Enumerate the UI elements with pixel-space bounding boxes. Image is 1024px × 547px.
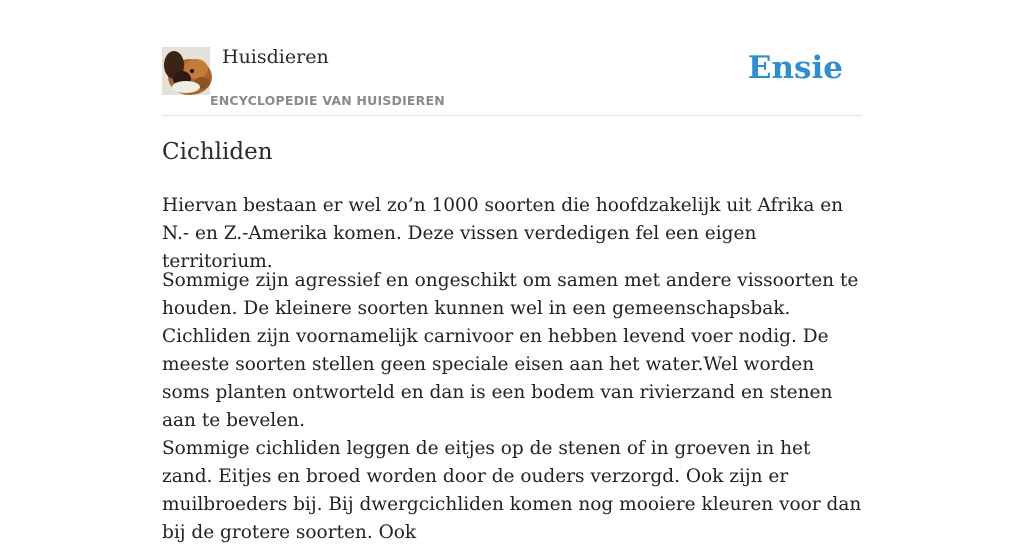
dog-photo-icon	[162, 47, 210, 95]
brand-logo[interactable]: Ensie	[747, 50, 843, 86]
avatar[interactable]	[162, 47, 210, 95]
page	[162, 0, 862, 543]
article-title: Cichliden	[162, 139, 273, 165]
article-paragraph: Hiervan bestaan er wel zo’n 1000 soorten die hoofdzakelijk uit Afrika en N.- en Z.-Amerika komen. Deze vissen verdedigen fel een eigen territorium.	[162, 195, 844, 272]
site-header	[162, 0, 862, 116]
site-subtitle: ENCYCLOPEDIE VAN HUISDIEREN	[210, 93, 445, 108]
article-paragraph: Sommige cichliden leggen de eitjes op de stenen of in groeven in het zand. Eitjes en broed worden door de ouders verzorgd. Ook zijn er muilbroeders bij. Bij dwergcichliden komen nog mooiere kleuren voor dan bij de grotere soorten. Ook	[162, 438, 862, 543]
site-title[interactable]: Huisdieren	[222, 46, 329, 68]
article-paragraph: Sommige zijn agressief en ongeschikt om samen met andere vissoorten te houden. De kleinere soorten kunnen wel in een gemeenschapsbak. Cichliden zijn voornamelijk carnivoor en hebben levend voer nodig. De meeste soorten stellen geen speciale eisen aan het water.Wel worden soms planten ontworteld en dan is een bodem van rivierzand en stenen aan te bevelen.	[162, 270, 859, 431]
